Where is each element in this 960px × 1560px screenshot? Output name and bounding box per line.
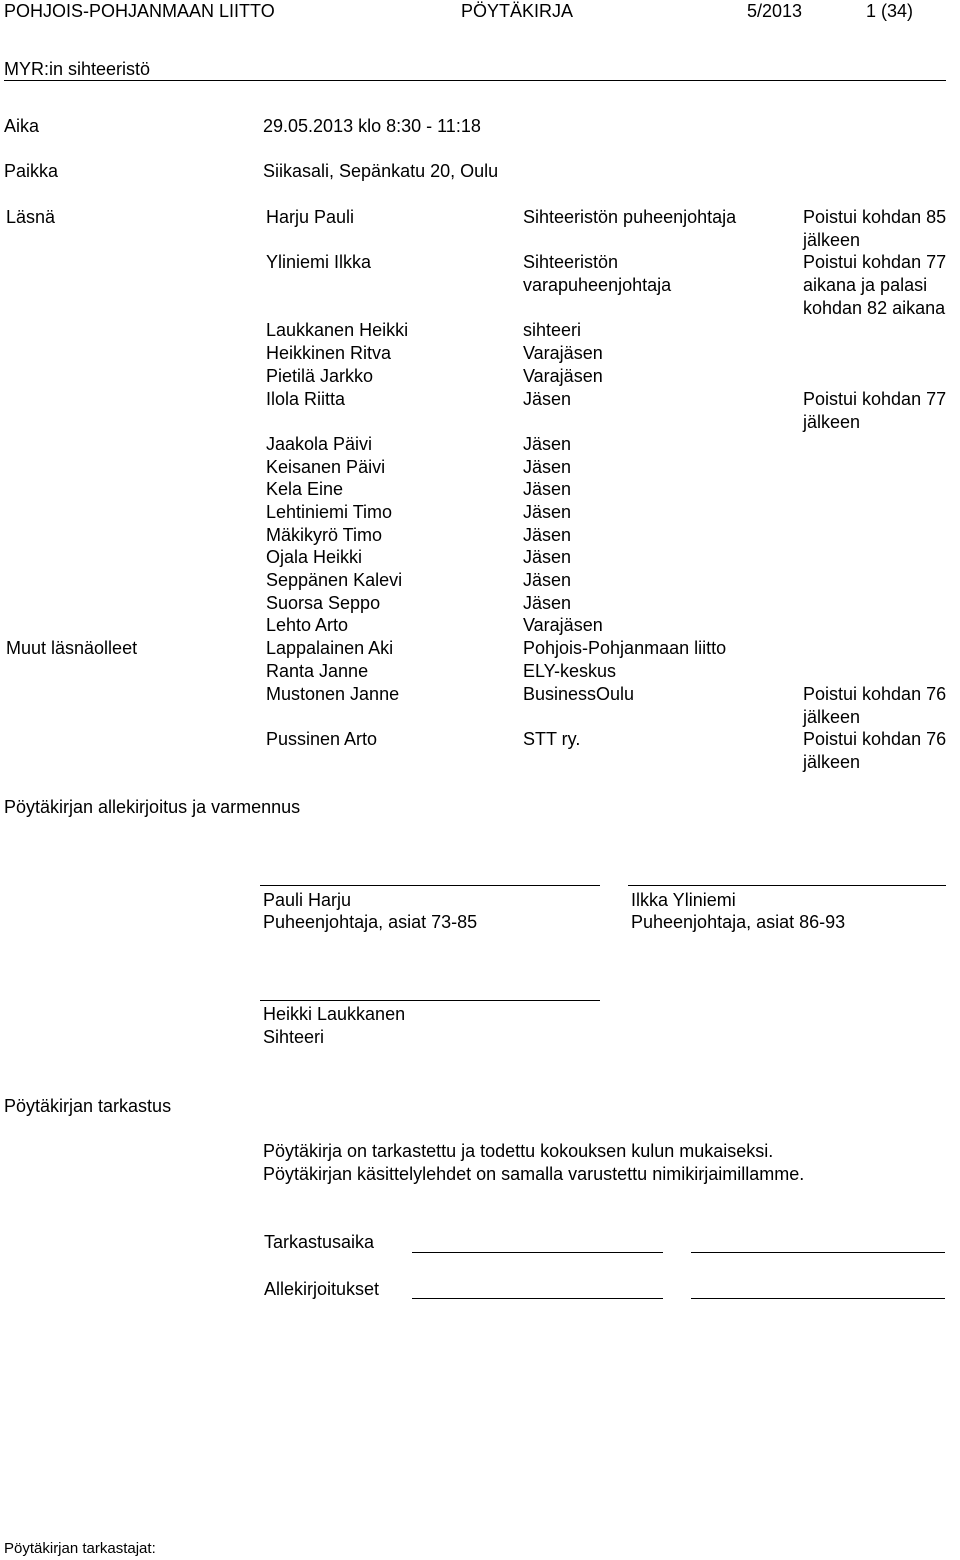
attendee-note: Poistui kohdan 77 jälkeen	[803, 389, 947, 432]
review-signatures-label: Allekirjoitukset	[264, 1279, 380, 1299]
attendee-role: Jäsen	[523, 502, 572, 522]
attendee-role: Sihteeristön puheenjohtaja	[523, 207, 737, 227]
attendee-name: Lehto Arto	[266, 615, 349, 635]
review-text: Pöytäkirja on tarkastettu ja todettu kokouksen kulun mukaiseksi.	[263, 1141, 774, 1161]
signer-name: Heikki Laukkanen	[263, 1004, 406, 1024]
others-label: Muut läsnäolleet	[6, 638, 138, 658]
attendee-role: Jäsen	[523, 479, 572, 499]
attendee-name: Harju Pauli	[266, 207, 355, 227]
attendee-role: Varajäsen	[523, 615, 603, 635]
signer-name: Pauli Harju	[263, 890, 352, 910]
attendee-role: ELY-keskus	[523, 661, 617, 681]
signer-name: Ilkka Yliniemi	[631, 890, 736, 910]
attendee-name: Ojala Heikki	[266, 547, 363, 567]
attendee-note: Poistui kohdan 77 aikana ja palasi kohdan 82 aikana	[803, 252, 947, 318]
reviewers-footer-label: Pöytäkirjan tarkastajat:	[4, 1540, 156, 1557]
signer-role: Puheenjohtaja, asiat 73-85	[263, 912, 478, 932]
attendee-name: Lehtiniemi Timo	[266, 502, 393, 522]
attendee-name: Jaakola Päivi	[266, 434, 373, 454]
signature-line	[628, 885, 946, 886]
signatures-label: Pöytäkirjan allekirjoitus ja varmennus	[4, 797, 301, 817]
time-label: Aika	[4, 116, 40, 136]
attendee-role: Jäsen	[523, 525, 572, 545]
signature-line	[260, 1000, 600, 1001]
attendee-role: Varajäsen	[523, 366, 603, 386]
review-time-label: Tarkastusaika	[264, 1232, 375, 1252]
attendee-name: Ilola Riitta	[266, 389, 346, 409]
place-label: Paikka	[4, 161, 59, 181]
place-value: Siikasali, Sepänkatu 20, Oulu	[263, 161, 499, 181]
attendee-role: Sihteeristön varapuheenjohtaja	[523, 252, 672, 295]
attendee-role: Jäsen	[523, 434, 572, 454]
attendee-name: Heikkinen Ritva	[266, 343, 392, 363]
review-label: Pöytäkirjan tarkastus	[4, 1096, 172, 1116]
page-number: 1 (34)	[866, 1, 914, 21]
attendee-role: Jäsen	[523, 570, 572, 590]
attendee-role: BusinessOulu	[523, 684, 635, 704]
attendee-role: Jäsen	[523, 593, 572, 613]
attendee-role: Pohjois-Pohjanmaan liitto	[523, 638, 727, 658]
attendee-name: Pussinen Arto	[266, 729, 378, 749]
meeting-body: MYR:in sihteeristö	[4, 59, 151, 79]
signer-role: Puheenjohtaja, asiat 86-93	[631, 912, 846, 932]
attendee-name: Keisanen Päivi	[266, 457, 386, 477]
review-time-line	[412, 1252, 663, 1253]
attendee-name: Laukkanen Heikki	[266, 320, 409, 340]
signer-role: Sihteeri	[263, 1027, 325, 1047]
attendee-role: sihteeri	[523, 320, 582, 340]
attendee-note: Poistui kohdan 76 jälkeen	[803, 684, 947, 727]
attendee-role: STT ry.	[523, 729, 581, 749]
review-signature-line	[412, 1298, 663, 1299]
attendee-name: Yliniemi Ilkka	[266, 252, 372, 272]
attendee-name: Lappalainen Aki	[266, 638, 394, 658]
attendee-name: Mäkikyrö Timo	[266, 525, 383, 545]
attendee-role: Varajäsen	[523, 343, 603, 363]
attendee-role: Jäsen	[523, 547, 572, 567]
review-signature-line	[691, 1298, 945, 1299]
present-label: Läsnä	[6, 207, 56, 227]
attendee-name: Pietilä Jarkko	[266, 366, 374, 386]
attendee-name: Mustonen Janne	[266, 684, 400, 704]
attendee-role: Jäsen	[523, 457, 572, 477]
attendee-name: Seppänen Kalevi	[266, 570, 403, 590]
attendee-note: Poistui kohdan 85 jälkeen	[803, 207, 947, 250]
attendee-role: Jäsen	[523, 389, 572, 409]
signature-line	[260, 885, 600, 886]
attendee-name: Kela Eine	[266, 479, 344, 499]
document-type: PÖYTÄKIRJA	[461, 1, 574, 21]
organization-name: POHJOIS-POHJANMAAN LIITTO	[4, 1, 275, 21]
review-text: Pöytäkirjan käsittelylehdet on samalla varustettu nimikirjaimillamme.	[263, 1164, 805, 1184]
attendee-note: Poistui kohdan 76 jälkeen	[803, 729, 947, 772]
time-value: 29.05.2013 klo 8:30 - 11:18	[263, 116, 481, 136]
document-number: 5/2013	[747, 1, 803, 21]
header-rule	[4, 80, 946, 81]
attendee-name: Ranta Janne	[266, 661, 369, 681]
attendee-name: Suorsa Seppo	[266, 593, 381, 613]
review-time-line	[691, 1252, 945, 1253]
